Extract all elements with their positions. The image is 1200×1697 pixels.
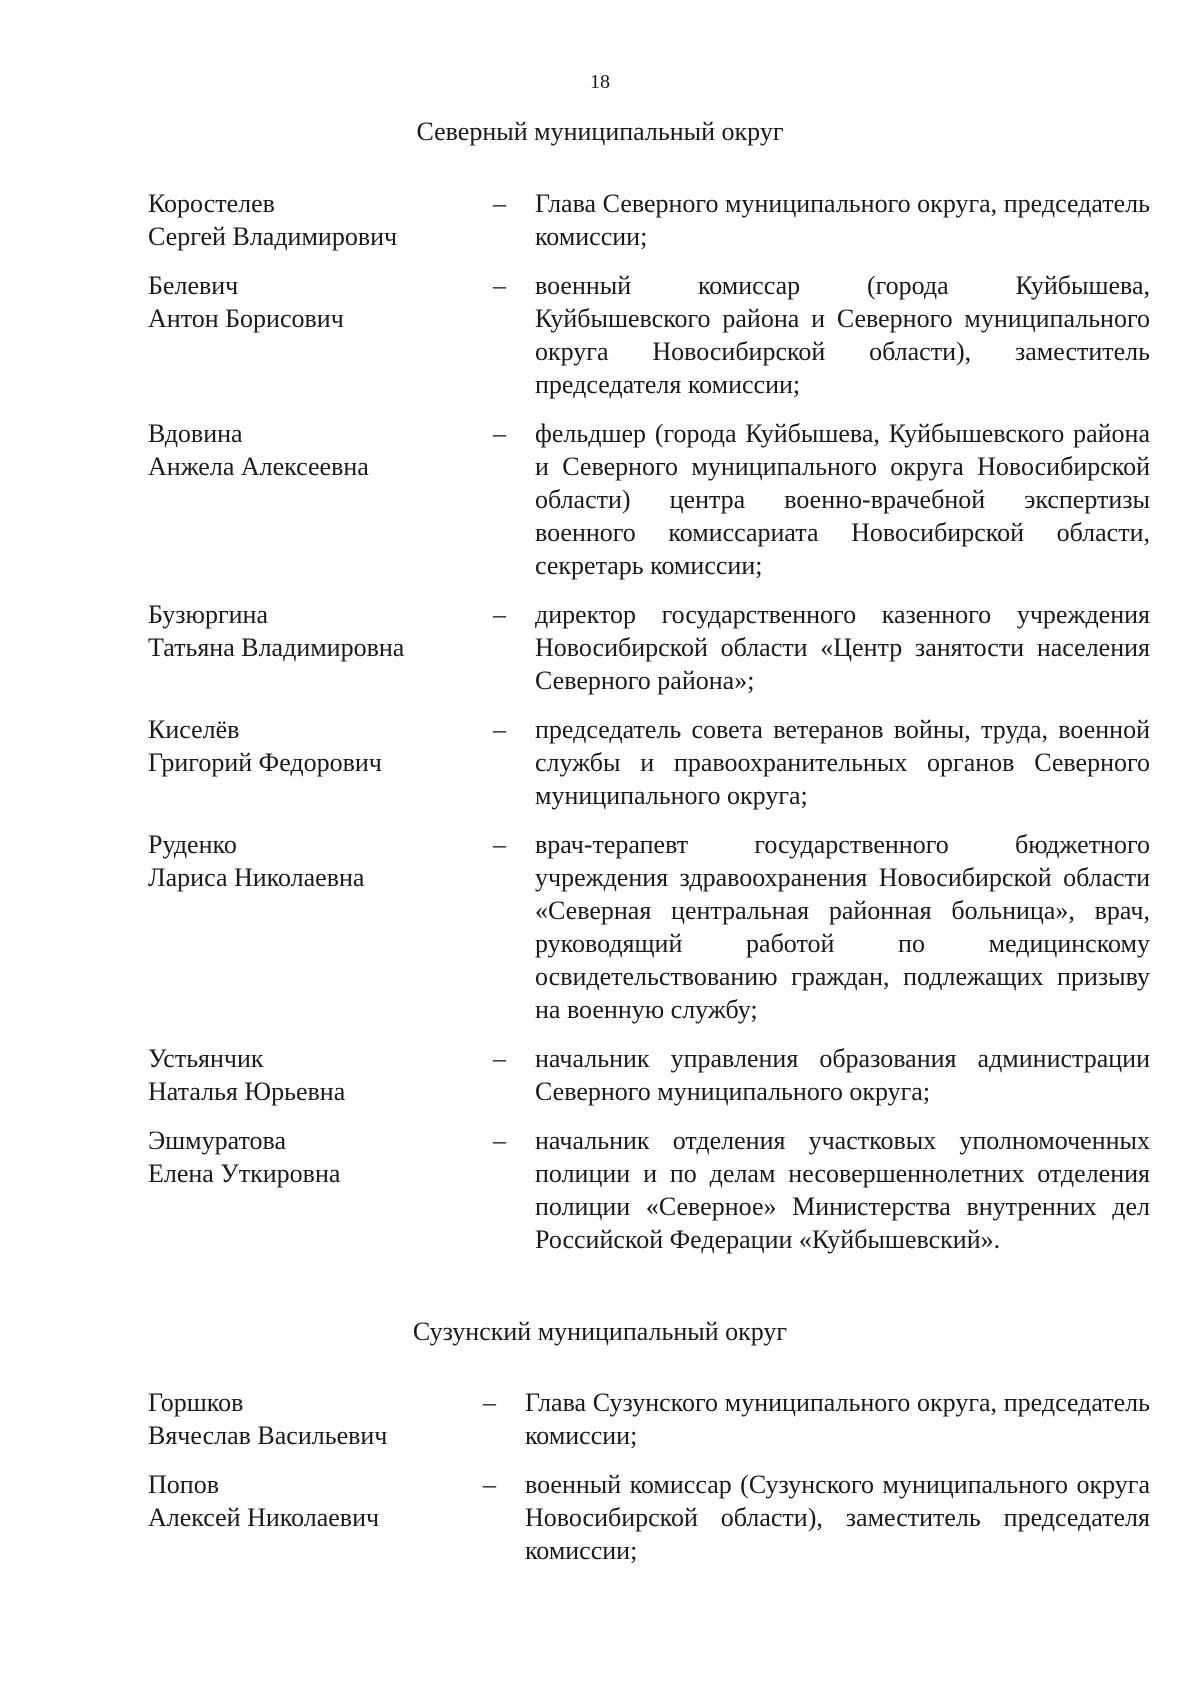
section-heading-severny: Северный муниципальный округ: [416, 117, 784, 146]
member-row: [148, 828, 1150, 1026]
dash: –: [493, 189, 506, 218]
member-role: Глава Сузунского муниципального округа, председатель комиссии;: [525, 1388, 1150, 1450]
member-row: [148, 417, 1150, 582]
dash: –: [493, 419, 506, 448]
member-role: военный комиссар (Сузунского муниципального округа Новосибирской области), заместитель председателя комиссии;: [525, 1470, 1150, 1565]
member-row: [148, 187, 1150, 253]
member-name: Устьянчик Наталья Юрьевна: [148, 1044, 346, 1106]
member-row: [148, 1386, 1150, 1452]
member-name: Попов Алексей Николаевич: [148, 1470, 380, 1532]
member-row: [148, 269, 1150, 401]
member-role: начальник управления образования администрации Северного муниципального округа;: [535, 1044, 1150, 1106]
member-name: Эшмуратова Елена Уткировна: [148, 1126, 341, 1188]
member-row: [148, 1468, 1150, 1567]
dash: –: [493, 1126, 506, 1155]
dash: –: [493, 715, 506, 744]
member-row: [148, 713, 1150, 812]
dash: –: [483, 1388, 496, 1417]
page-number: 18: [590, 71, 610, 93]
dash: –: [493, 830, 506, 859]
dash: –: [493, 600, 506, 629]
member-role: фельдшер (города Куйбышева, Куйбышевского района и Северного муниципального округа Новосибирской области) центра военно-врачебной экспертизы военного комиссариата Новосибирской области, секретарь комиссии;: [535, 419, 1150, 580]
member-name: Вдовина Анжела Алексеевна: [148, 419, 369, 481]
dash: –: [493, 271, 506, 300]
member-row: [148, 1124, 1150, 1256]
member-role: директор государственного казенного учреждения Новосибирской области «Центр занятости населения Северного района»;: [535, 600, 1150, 695]
member-name: Руденко Лариса Николаевна: [148, 830, 365, 892]
dash: –: [493, 1044, 506, 1073]
dash: –: [483, 1470, 496, 1499]
member-role: Глава Северного муниципального округа, председатель комиссии;: [535, 189, 1150, 251]
member-role: председатель совета ветеранов войны, труда, военной службы и правоохранительных органов Северного муниципального округа;: [535, 715, 1150, 810]
member-list-suzunsky: [148, 1386, 1150, 1583]
member-role: врач-терапевт государственного бюджетного учреждения здравоохранения Новосибирской области «Северная центральная районная больница», врач, руководящий работой по медицинскому освидетельствованию граждан, подлежащих призыву на военную службу;: [535, 830, 1150, 1024]
member-name: Бузюргина Татьяна Владимировна: [148, 600, 405, 662]
member-row: [148, 1042, 1150, 1108]
section-heading-suzunsky: Сузунский муниципальный округ: [412, 1317, 788, 1346]
member-role: начальник отделения участковых уполномоченных полиции и по делам несовершеннолетних отделения полиции «Северное» Министерства внутренних дел Российской Федерации «Куйбышевский».: [535, 1126, 1150, 1254]
member-role: военный комиссар (города Куйбышева, Куйбышевского района и Северного муниципального округа Новосибирской области), заместитель председателя комиссии;: [535, 271, 1150, 399]
member-row: [148, 598, 1150, 697]
member-name: Горшков Вячеслав Васильевич: [148, 1388, 388, 1450]
member-list-severny: [148, 187, 1150, 1272]
member-name: Коростелев Сергей Владимирович: [148, 189, 398, 251]
member-name: Киселёв Григорий Федорович: [148, 715, 382, 777]
member-name: Белевич Антон Борисович: [148, 271, 344, 333]
